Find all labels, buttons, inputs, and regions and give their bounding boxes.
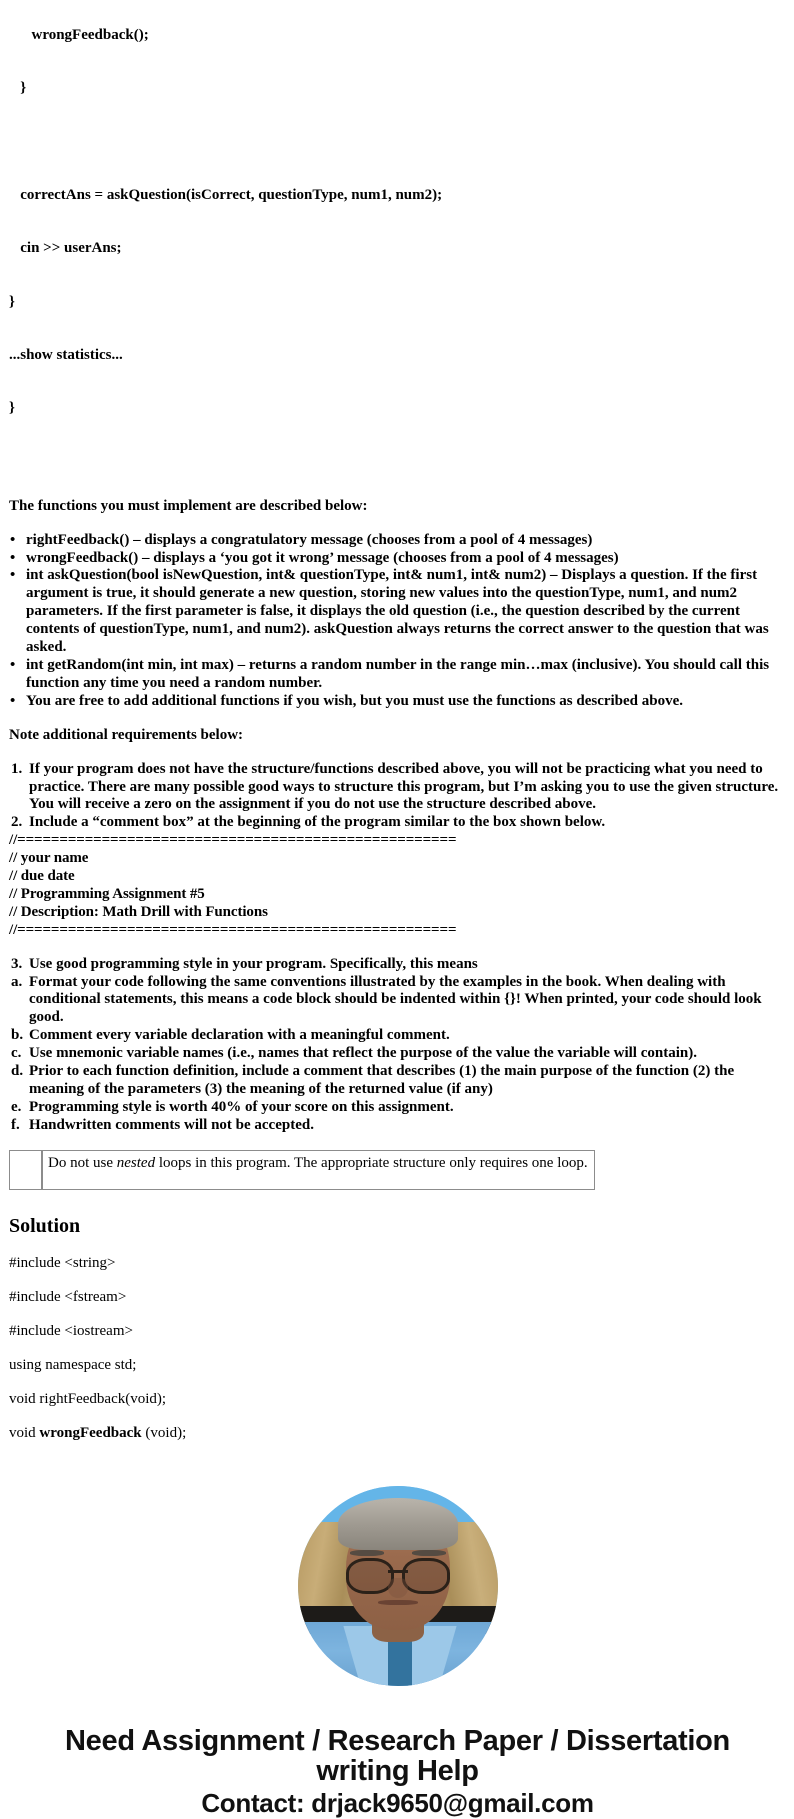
list-marker: 1. xyxy=(11,760,23,777)
list-item xyxy=(9,1099,786,1117)
list-item xyxy=(9,693,786,711)
list-item-text: int getRandom(int min, int max) – returns a random number in the range min…max (inclusive). You should call this function any time you need a random number. xyxy=(26,656,770,691)
list-item xyxy=(9,974,786,1028)
code-line: wrongFeedback(); xyxy=(9,26,149,43)
profile-photo-container xyxy=(9,1486,786,1686)
requirements-intro-paragraph: Note additional requirements below: xyxy=(9,726,244,743)
list-item xyxy=(9,1117,786,1135)
eyeglasses-right-lens-icon xyxy=(402,1558,450,1594)
footer-headline-part1: Need Assignment / Research Paper / Dissertation xyxy=(65,1724,730,1757)
list-marker: b. xyxy=(11,1027,24,1044)
list-item-text: Use good programming style in your program. Specifically, this means xyxy=(29,955,478,972)
list-item-text: Programming style is worth 40% of your score on this assignment. xyxy=(29,1098,454,1115)
note-text-after: loops in this program. The appropriate structure only requires one loop. xyxy=(155,1154,588,1171)
spacer xyxy=(9,711,786,727)
list-item xyxy=(9,814,786,832)
code-line: } xyxy=(9,79,27,96)
comment-box-line: // due date xyxy=(9,868,75,885)
spacer xyxy=(9,476,786,498)
solution-heading: Solution xyxy=(9,1214,81,1237)
function-bullet-list xyxy=(9,532,786,711)
bullet-icon: • xyxy=(10,692,16,709)
list-item-text: Comment every variable declaration with a meaningful comment. xyxy=(29,1027,450,1044)
spacer xyxy=(9,454,786,476)
photo-mouth xyxy=(378,1600,418,1605)
solution-code-line: using namespace std; xyxy=(9,1356,137,1373)
solution-code-line: #include <fstream> xyxy=(9,1288,127,1305)
footer-contact: Contact: drjack9650@gmail.com xyxy=(201,1787,594,1818)
comment-box-line: // Programming Assignment #5 xyxy=(9,885,205,902)
requirements-list xyxy=(9,761,786,833)
functions-intro-paragraph: The functions you must implement are described below: xyxy=(9,497,368,514)
spacer xyxy=(9,940,786,956)
spacer xyxy=(9,516,786,532)
list-marker: d. xyxy=(11,1063,24,1080)
footer-headline-part2: writing Help xyxy=(316,1754,479,1787)
list-item xyxy=(9,550,786,568)
note-icon-cell xyxy=(9,1150,42,1190)
list-item-text: Include a “comment box” at the beginning of the program similar to the box shown below. xyxy=(29,814,606,831)
footer-advert xyxy=(9,1726,786,1819)
table-row xyxy=(9,1150,595,1190)
style-requirements-list xyxy=(9,956,786,1135)
list-item-text: int askQuestion(bool isNewQuestion, int& questionType, int& num1, int& num2) – Displays a question. If the first argument is true, it should generate a new question, storing new values into the questionType, num1, and num2 parameters. If the first parameter is false, it displays the old question (i.e., the question described by the current contents of questionType, num1, and num2). askQuestion always returns the correct answer to the question that was asked. xyxy=(26,567,769,656)
list-marker: 2. xyxy=(11,814,23,831)
code-line: } xyxy=(9,293,15,310)
list-item xyxy=(9,761,786,815)
list-item xyxy=(9,567,786,657)
spacer xyxy=(9,1340,786,1356)
photo-hair xyxy=(338,1498,458,1550)
list-item xyxy=(9,1045,786,1063)
footer-headline xyxy=(9,1726,786,1786)
comment-box-line: // your name xyxy=(9,850,89,867)
comment-box-line: // Description: Math Drill with Functions xyxy=(9,903,268,920)
spacer xyxy=(9,1238,786,1254)
spacer xyxy=(9,745,786,761)
list-marker: f. xyxy=(11,1116,20,1133)
bullet-icon: • xyxy=(10,531,16,548)
note-text-cell xyxy=(42,1150,595,1190)
list-item-text: You are free to add additional functions if you wish, but you must use the functions as described above. xyxy=(26,692,684,709)
bullet-icon: • xyxy=(10,656,16,673)
solution-code-line: #include <string> xyxy=(9,1254,116,1271)
spacer xyxy=(9,1408,786,1424)
comment-box-line: //==================================================== xyxy=(9,921,457,938)
list-item-text: If your program does not have the structure/functions described above, you will not be practicing what you need to practice. There are many possible good ways to structure this program, but I’m asking you to use the given structure. You will receive a zero on the assignment if you do not use the structure described above. xyxy=(29,760,779,813)
list-item xyxy=(9,657,786,693)
bullet-icon: • xyxy=(10,567,16,584)
list-item xyxy=(9,956,786,974)
list-marker: e. xyxy=(11,1098,22,1115)
avatar xyxy=(298,1486,498,1686)
list-marker: c. xyxy=(11,1045,22,1062)
code-line: ...show statistics... xyxy=(9,346,123,363)
list-item-text: wrongFeedback() – displays a ‘you got it wrong’ message (chooses from a pool of 4 messages) xyxy=(26,549,619,566)
eyeglasses-bridge-icon xyxy=(388,1570,408,1573)
list-item-text: Format your code following the same conventions illustrated by the examples in the book. When dealing with conditional statements, this means a code block should be indented within {}! When printed, your code should look good. xyxy=(29,973,762,1026)
spacer xyxy=(9,1272,786,1288)
list-marker: a. xyxy=(11,973,23,990)
code-line: correctAns = askQuestion(isCorrect, questionType, num1, num2); xyxy=(9,186,443,203)
list-item-text: rightFeedback() – displays a congratulatory message (chooses from a pool of 4 messages) xyxy=(26,531,593,548)
code-line: } xyxy=(9,400,15,417)
code-text: void xyxy=(9,1424,40,1441)
note-callout-table xyxy=(9,1150,595,1190)
eyeglasses-left-lens-icon xyxy=(346,1558,394,1594)
photo-nose xyxy=(388,1578,408,1598)
list-item-text: Use mnemonic variable names (i.e., names that reflect the purpose of the value the variable will contain). xyxy=(29,1045,697,1062)
bullet-icon: • xyxy=(10,549,16,566)
list-marker: 3. xyxy=(11,955,23,972)
code-fragment-top xyxy=(9,0,786,454)
photo-eyebrow-left xyxy=(350,1550,384,1556)
solution-code-line: void rightFeedback(void); xyxy=(9,1390,167,1407)
comment-box-sample xyxy=(9,832,786,939)
spacer xyxy=(9,1374,786,1390)
code-text: (void); xyxy=(141,1424,187,1441)
comment-box-line: //==================================================== xyxy=(9,832,457,849)
photo-eyebrow-right xyxy=(412,1550,446,1556)
note-text-emphasis: nested xyxy=(116,1154,156,1171)
solution-code-line-highlighted xyxy=(9,1424,786,1442)
note-text-before: Do not use xyxy=(48,1154,117,1171)
code-line-blank xyxy=(9,133,786,151)
list-item xyxy=(9,532,786,550)
spacer xyxy=(9,1306,786,1322)
list-item xyxy=(9,1027,786,1045)
code-function-name: wrongFeedback xyxy=(39,1424,142,1441)
solution-code-line: #include <iostream> xyxy=(9,1322,133,1339)
code-line: cin >> userAns; xyxy=(9,240,122,257)
list-item-text: Handwritten comments will not be accepted. xyxy=(29,1116,314,1133)
list-item-text: Prior to each function definition, include a comment that describes (1) the main purpose of the function (2) the meaning of the parameters (3) the meaning of the returned value (if any) xyxy=(29,1063,735,1097)
list-item xyxy=(9,1063,786,1099)
